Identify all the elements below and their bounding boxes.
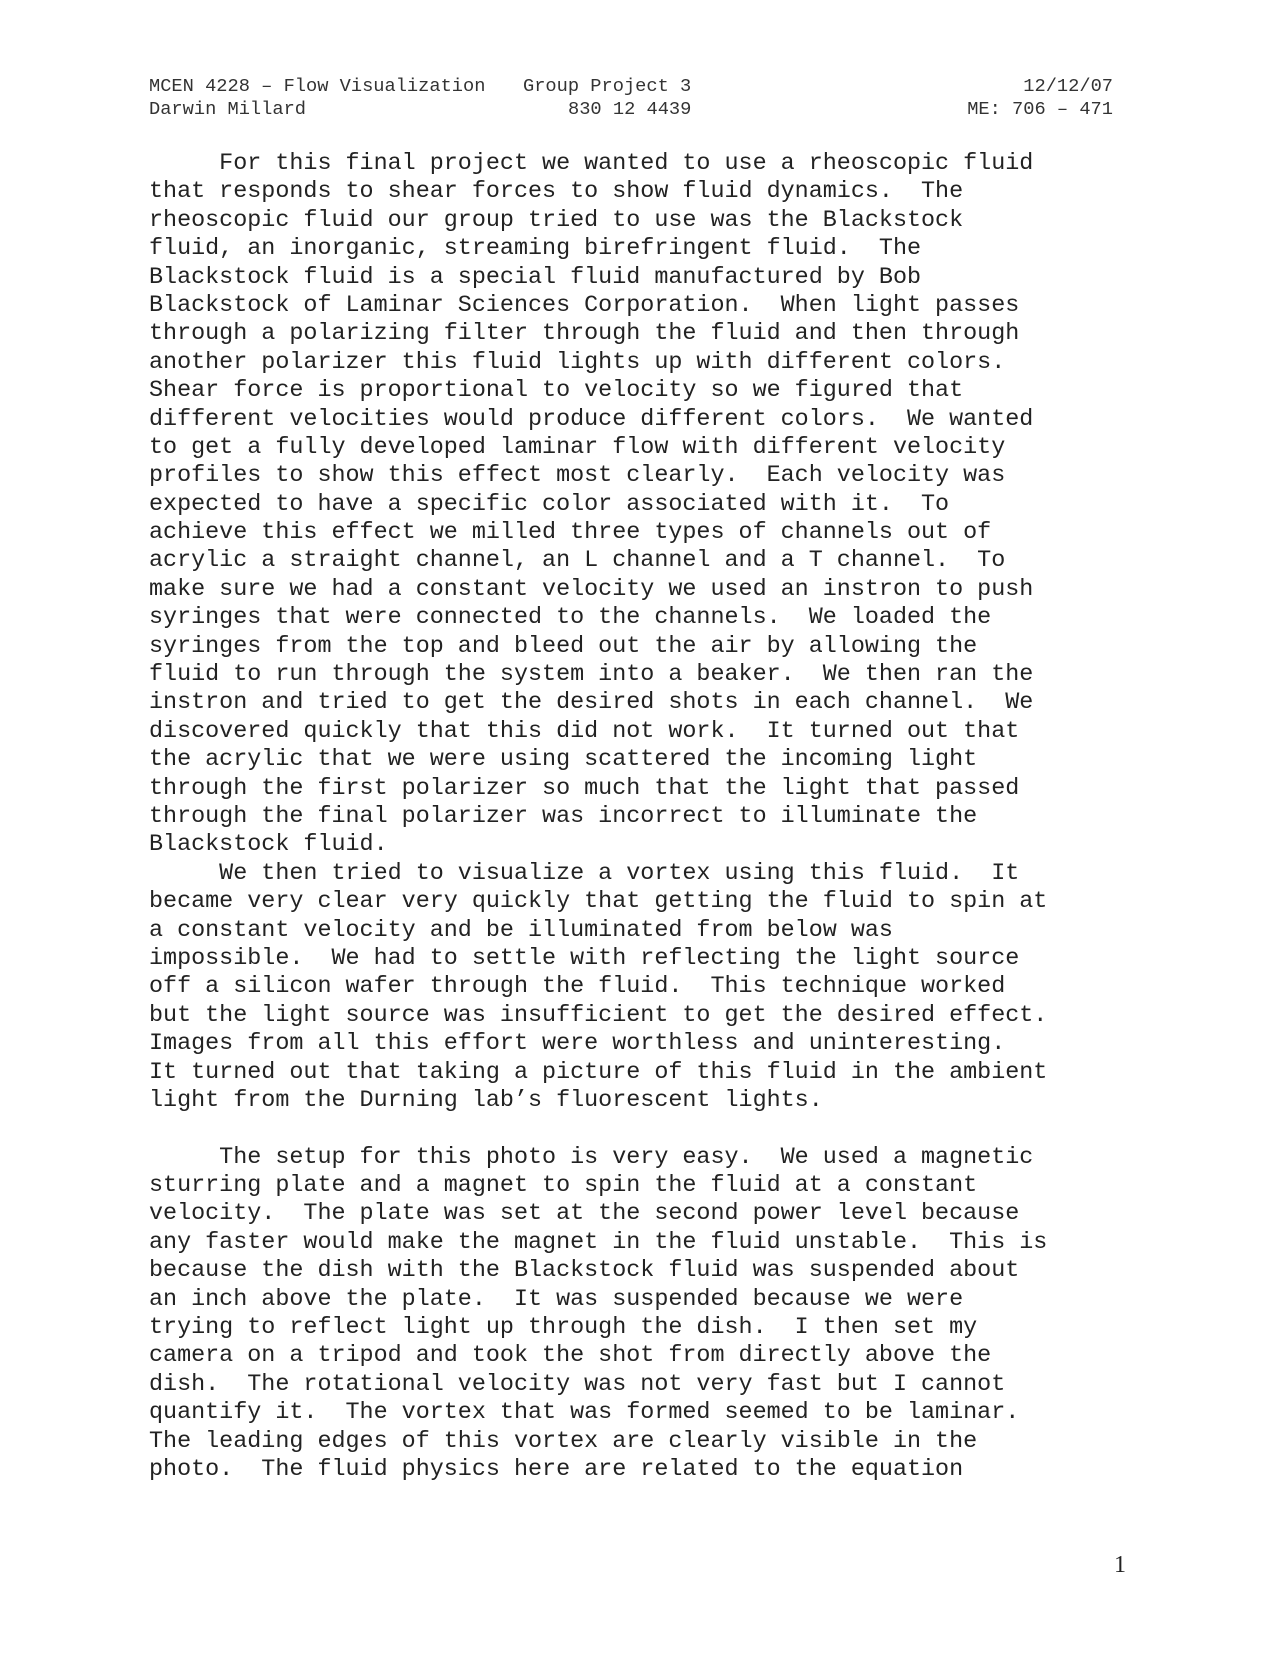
text-line: through a polarizing filter through the fluid and then through [149, 321, 1020, 348]
text-line: trying to reflect light up through the dish. I then set my [149, 1315, 978, 1342]
text-line: Blackstock fluid is a special fluid manufactured by Bob [149, 264, 922, 291]
text-line: because the dish with the Blackstock fluid was suspended about [149, 1258, 1020, 1285]
text-line: another polarizer this fluid lights up with different colors. [149, 349, 1006, 376]
document-date: 12/12/07 [1023, 75, 1113, 97]
text-line: light from the Durning lab’s fluorescent lights. [149, 1087, 823, 1114]
text-line: syringes from the top and bleed out the air by allowing the [149, 633, 978, 660]
project-title: Group Project 3 [523, 75, 692, 97]
text-line: any faster would make the magnet in the fluid unstable. This is [149, 1229, 1048, 1256]
text-line: that responds to shear forces to show fluid dynamics. The [149, 179, 964, 206]
text-line: It turned out that taking a picture of this fluid in the ambient [149, 1059, 1048, 1086]
text-line: Shear force is proportional to velocity so we figured that [149, 378, 964, 405]
text-line: fluid to run through the system into a beaker. We then ran the [149, 662, 1034, 689]
text-line: the acrylic that we were using scattered the incoming light [149, 747, 978, 774]
text-line: rheoscopic fluid our group tried to use was the Blackstock [149, 207, 964, 234]
student-id: 830 12 4439 [568, 97, 692, 120]
text-line: to get a fully developed laminar flow with different velocity [149, 434, 1006, 461]
text-line: through the first polarizer so much that the light that passed [149, 775, 1020, 802]
text-line: We then tried to visualize a vortex using this fluid. It [149, 860, 1020, 887]
text-line: camera on a tripod and took the shot from directly above the [149, 1343, 992, 1370]
text-line: instron and tried to get the desired shots in each channel. We [149, 690, 1034, 717]
text-line: quantify it. The vortex that was formed seemed to be laminar. [149, 1400, 1020, 1427]
paragraph [149, 860, 1047, 1116]
text-line: through the final polarizer was incorrect to illuminate the [149, 803, 978, 830]
text-line: discovered quickly that this did not work. It turned out that [149, 718, 1020, 745]
text-line: impossible. We had to settle with reflecting the light source [149, 945, 1020, 972]
text-line: an inch above the plate. It was suspended because we were [149, 1286, 964, 1313]
text-line: Images from all this effort were worthless and uninteresting. [149, 1031, 1006, 1058]
header-row-2 [149, 98, 1113, 121]
document-header [149, 75, 1113, 120]
text-line: For this final project we wanted to use a rheoscopic fluid [149, 151, 1034, 177]
paragraph [149, 1144, 1047, 1485]
text-line: syringes that were connected to the channels. We loaded the [149, 605, 992, 632]
text-line: became very clear very quickly that getting the fluid to spin at [149, 889, 1048, 916]
text-line: sturring plate and a magnet to spin the fluid at a constant [149, 1173, 978, 1200]
program-code: ME: 706 – 471 [967, 97, 1113, 120]
text-line: different velocities would produce different colors. We wanted [149, 406, 1034, 433]
text-line: expected to have a specific color associated with it. To [149, 491, 950, 518]
text-line: Blackstock of Laminar Sciences Corporation. When light passes [149, 292, 1020, 319]
text-line: Blackstock fluid. [149, 832, 388, 859]
paragraph-gap [149, 1115, 1047, 1143]
text-line: a constant velocity and be illuminated from below was [149, 917, 893, 944]
text-line: acrylic a straight channel, an L channel and a T channel. To [149, 548, 1006, 575]
text-line: achieve this effect we milled three types of channels out of [149, 520, 992, 547]
text-line: profiles to show this effect most clearly. Each velocity was [149, 463, 1006, 490]
author-name: Darwin Millard [149, 97, 307, 120]
text-line: photo. The fluid physics here are related to the equation [149, 1456, 964, 1483]
text-line: The leading edges of this vortex are clearly visible in the [149, 1428, 978, 1455]
page-number: 1 [1114, 1552, 1126, 1578]
text-line: but the light source was insufficient to get the desired effect. [149, 1002, 1048, 1029]
text-line: make sure we had a constant velocity we used an instron to push [149, 576, 1034, 603]
text-line: velocity. The plate was set at the second power level because [149, 1201, 1020, 1228]
text-line: off a silicon wafer through the fluid. This technique worked [149, 974, 1006, 1001]
document-body [149, 150, 1047, 1484]
paragraph [149, 150, 1047, 860]
text-line: dish. The rotational velocity was not very fast but I cannot [149, 1371, 1006, 1398]
text-line: The setup for this photo is very easy. We used a magnetic [149, 1144, 1034, 1171]
text-line: fluid, an inorganic, streaming birefringent fluid. The [149, 236, 922, 263]
course-title: MCEN 4228 – Flow Visualization [149, 75, 486, 97]
header-row-1 [149, 75, 1113, 98]
